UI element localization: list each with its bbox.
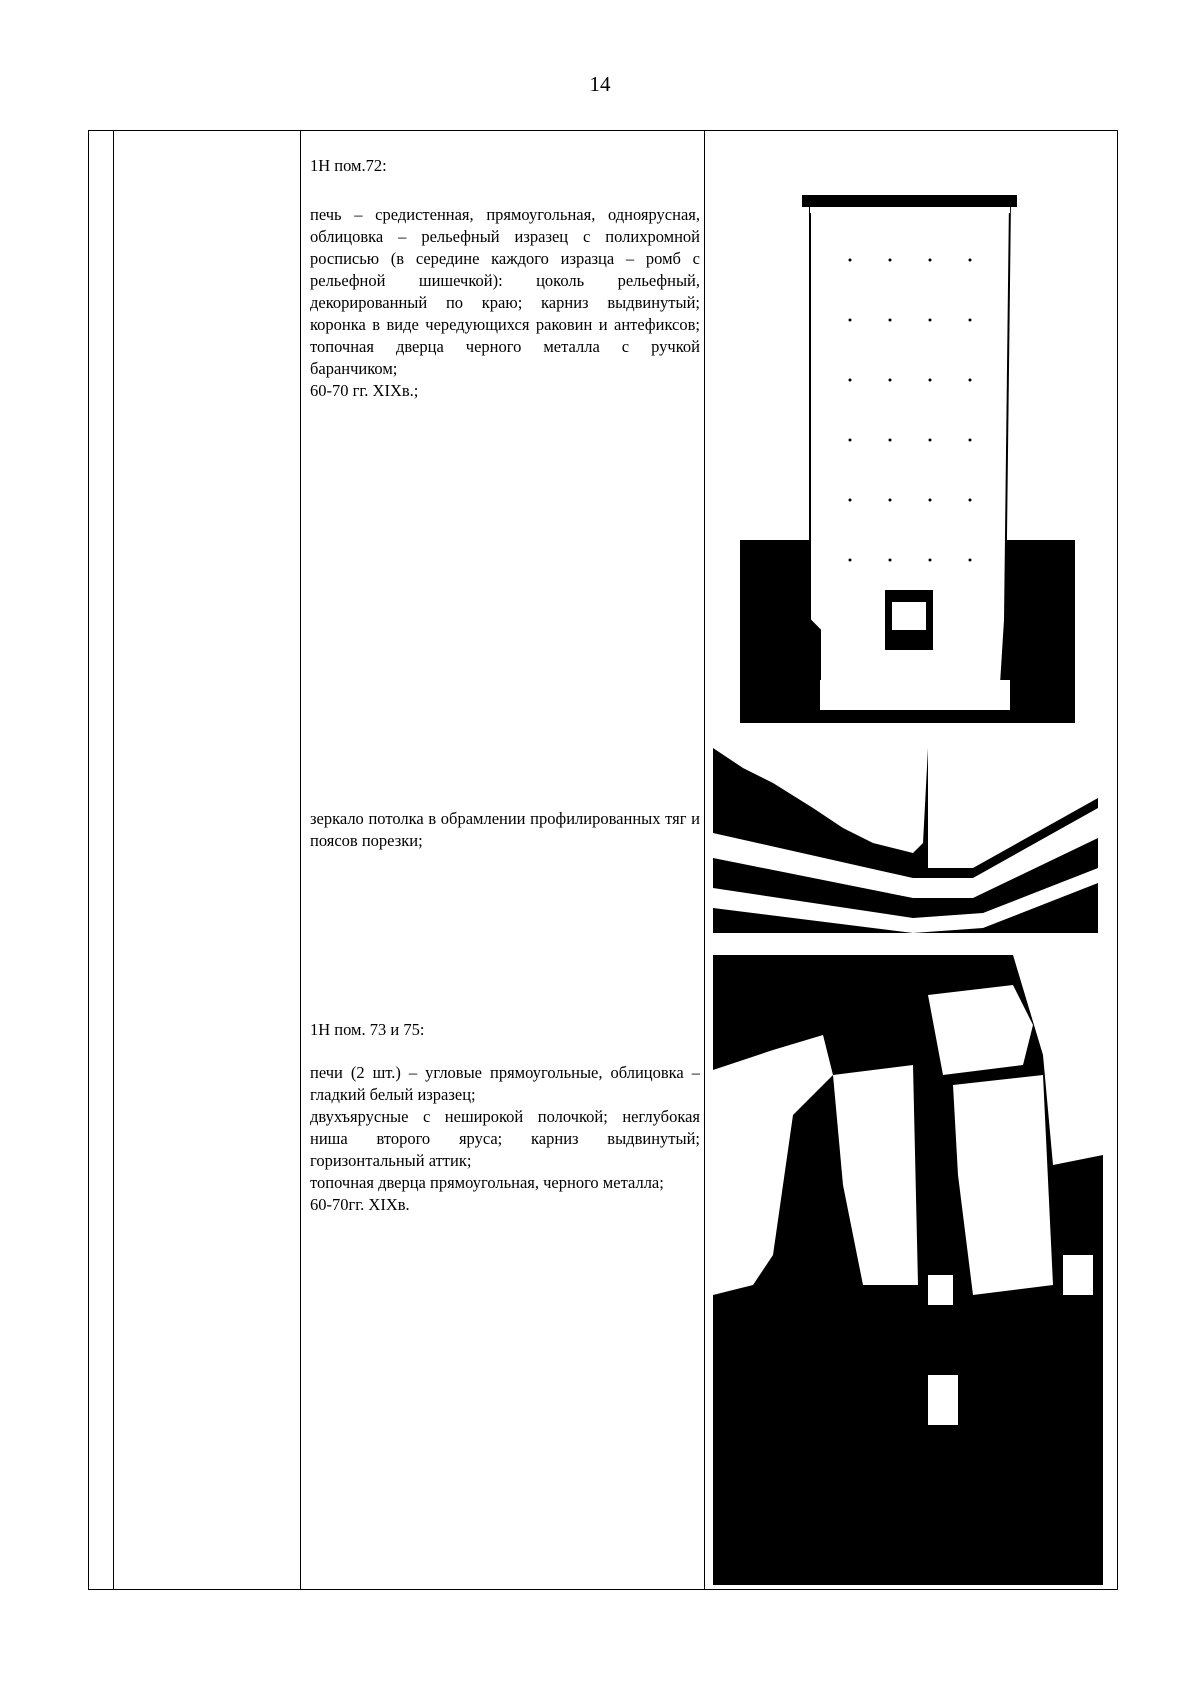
entry-3-text-line-1: печи (2 шт.) – угловые прямоугольные, облицовка – гладкий белый изразец; [310, 1063, 700, 1104]
entry-3-text-line-3: топочная дверца прямоугольная, черного металла; [310, 1173, 664, 1192]
stove-photo [740, 160, 1075, 723]
entry-2-text: зеркало потолка в обрамлении профилированных тяг и поясов порезки; [310, 809, 700, 850]
page-number: 14 [589, 72, 611, 96]
entry-3-text-line-2: двухъярусные с неширокой полочкой; неглубокая ниша второго яруса; карниз выдвинутый; горизонтальный аттик; [310, 1107, 700, 1170]
column-divider-1 [113, 131, 114, 1589]
entry-1-room-heading: 1Н пом.72: [310, 156, 387, 175]
corner-stoves-photo [713, 955, 1103, 1585]
entry-2-description [310, 808, 700, 852]
ceiling-photo [713, 748, 1098, 933]
entry-3-room-heading: 1Н пом. 73 и 75: [310, 1020, 425, 1039]
entry-1-description [310, 204, 700, 402]
entry-1-text: печь – средистенная, прямоугольная, одноярусная, облицовка – рельефный изразец с полихромной росписью (в середине каждого изразца – ромб с рельефной шишечкой): цоколь рельефный, декорированный по краю; карниз выдвинутый; коронка в виде чередующихся раковин и антефиксов; топочная дверца черного металла с ручкой баранчиком; [310, 205, 700, 378]
column-divider-2 [300, 131, 301, 1589]
entry-3-description [310, 1062, 700, 1216]
column-divider-3 [704, 131, 705, 1589]
entry-1-date: 60-70 гг. XIXв.; [310, 381, 419, 400]
entry-3-date: 60-70гг. XIXв. [310, 1195, 410, 1214]
